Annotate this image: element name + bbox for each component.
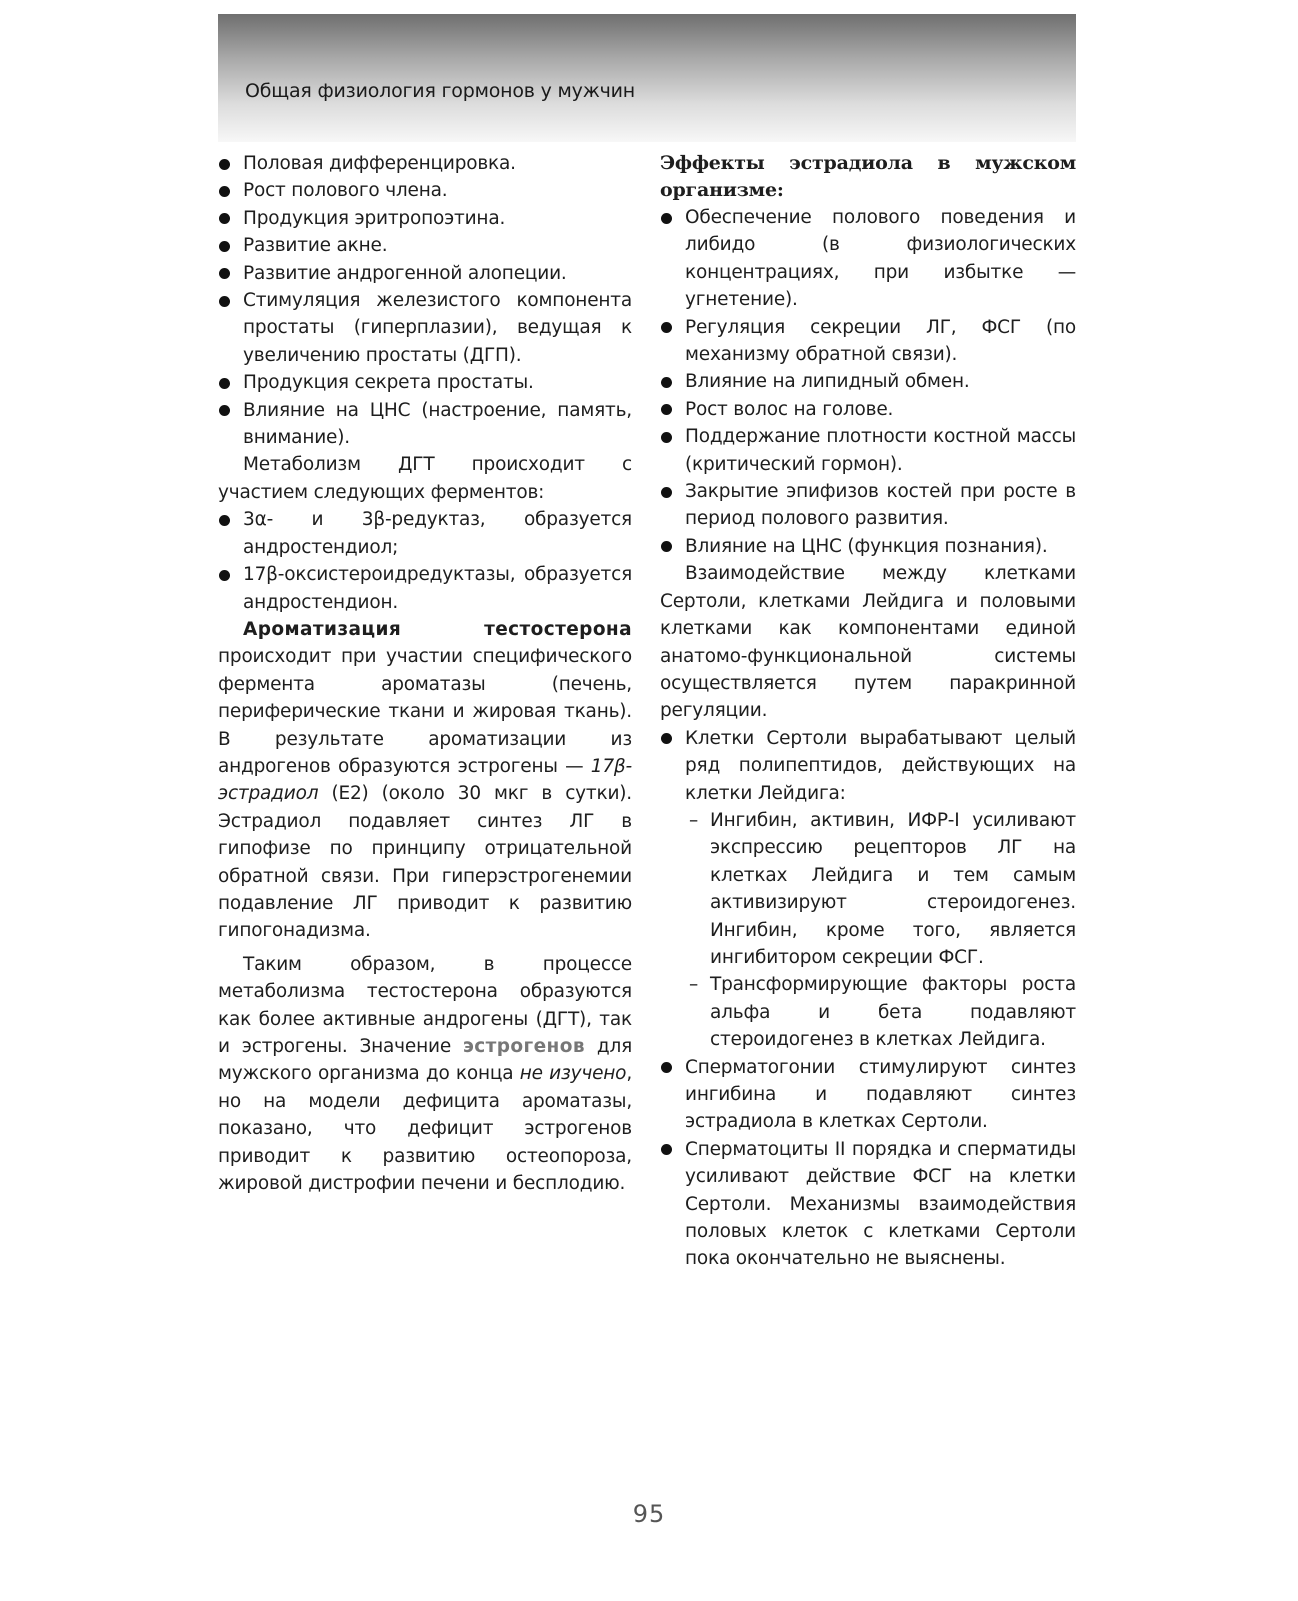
sub-list-item: – Ингибин, активин, ИФР-I усиливают экспрессию рецепторов ЛГ на клетках Лейдига и тем самым активизируют стероидогенез. Ингибин, кроме того, является ингибитором секреции ФСГ. — [685, 807, 1076, 971]
list-item: Сперматогонии стимулируют синтез ингибина и подавляют синтез эстрадиола в клетках Сертоли. — [660, 1054, 1076, 1136]
list-item: Развитие акне. — [218, 232, 632, 259]
list-item: Продукция эритропоэтина. — [218, 205, 632, 232]
right-column — [660, 150, 1076, 1273]
cell-interaction-list — [660, 725, 1076, 807]
list-item: 3α- и 3β-редуктаз, образуется андростендиол; — [218, 506, 632, 561]
metabolism-paragraph: Метаболизм ДГТ происходит с участием следующих ферментов: — [218, 454, 632, 503]
cell-interaction-list-cont — [660, 1054, 1076, 1273]
page-number: 95 — [632, 1500, 666, 1528]
conclusion-text-cont: для мужского организма до конца — [218, 1036, 633, 1085]
header-title: Общая физиология гормонов у мужчин — [245, 80, 636, 102]
list-item: Обеспечение полового поведения и либидо (в физиологических концентрациях, при избытке — угнетение). — [660, 204, 1076, 314]
section-heading: Эффекты эстрадиола в мужском организме: — [660, 152, 1076, 201]
conclusion-text: Таким образом, в процессе метаболизма тестостерона образуются как более активные андрогены (ДГТ), так и эстрогены. Значение — [218, 953, 632, 1057]
estradiol-effects-list — [660, 204, 1076, 560]
polypeptide-sublist — [660, 807, 1076, 1054]
androgen-effects-list — [218, 150, 632, 451]
interaction-paragraph: Взаимодействие между клетками Сертоли, клетками Лейдига и половыми клетками как компонентами единой анатомо-функциональной системы осуществляется путем паракринной регуляции. — [660, 563, 1076, 722]
list-item: Регуляция секреции ЛГ, ФСГ (по механизму обратной связи). — [660, 314, 1076, 369]
enzyme-list — [218, 506, 632, 616]
conclusion-text-end: , но на модели дефицита ароматазы, показано, что дефицит эстрогенов приводит к развитию остеопороза, жировой дистрофии печени и бесплодию. — [218, 1063, 632, 1195]
not-studied-term: не изучено — [519, 1063, 627, 1085]
sub-list-item: – Трансформирующие факторы роста альфа и бета подавляют стероидогенез в клетках Лейдига. — [685, 971, 1076, 1053]
list-item: Влияние на липидный обмен. — [660, 368, 1076, 395]
list-item: Влияние на ЦНС (настроение, память, внимание). — [218, 397, 632, 452]
list-item: Влияние на ЦНС (функция познания). — [660, 533, 1076, 560]
list-item: Продукция секрета простаты. — [218, 369, 632, 396]
page-header — [218, 14, 1076, 142]
list-item: 17β-оксистероидредуктазы, образуется андростендион. — [218, 561, 632, 616]
list-item: Половая дифференцировка. — [218, 150, 632, 177]
list-item: Закрытие эпифизов костей при росте в период полового развития. — [660, 478, 1076, 533]
estradiol-term: 17β-эстрадиол — [218, 755, 632, 805]
list-item: Рост волос на голове. — [660, 396, 1076, 423]
estrogens-term: эстрогенов — [462, 1036, 585, 1057]
aromatization-term: Ароматизация тестостерона — [243, 618, 632, 640]
left-column — [218, 150, 632, 1197]
aromatization-text-cont: (E2) (около 30 мкг в сутки). Эстрадиол подавляет синтез ЛГ в гипофизе по принципу отрицательной обратной связи. При гиперэстрогенемии подавление ЛГ приводит к развитию гипогонадизма. — [218, 783, 632, 942]
list-item: Стимуляция железистого компонента простаты (гиперплазии), ведущая к увеличению простаты (ДГП). — [218, 287, 632, 369]
list-item: Поддержание плотности костной массы (критический гормон). — [660, 423, 1076, 478]
list-item: Рост полового члена. — [218, 177, 632, 204]
list-item: Клетки Сертоли вырабатывают целый ряд полипептидов, действующих на клетки Лейдига: — [660, 725, 1076, 807]
list-item: Развитие андрогенной алопеции. — [218, 260, 632, 287]
list-item: Сперматоциты II порядка и сперматиды усиливают действие ФСГ на клетки Сертоли. Механизмы взаимодействия половых клеток с клетками Сертоли пока окончательно не выяснены. — [660, 1136, 1076, 1273]
conclusion-paragraph — [218, 951, 632, 1198]
aromatization-paragraph — [218, 616, 632, 945]
aromatization-text: происходит при участии специфического фермента ароматазы (печень, периферические ткани и жировая ткань). В результате ароматизации из андрогенов образуются эстрогены — — [218, 646, 632, 777]
